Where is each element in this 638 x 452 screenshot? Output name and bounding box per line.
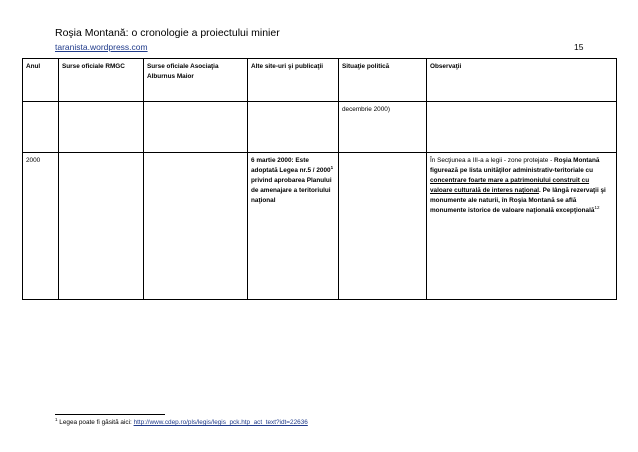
observation-text-underlined: concentrare foarte mare a patrimoniului construit cu valoare culturală de interes naţional xyxy=(430,177,590,194)
table-cell xyxy=(59,153,144,300)
footnote-marker: 1 xyxy=(55,416,58,422)
column-header-rmgc: Surse oficiale RMGC xyxy=(59,59,144,102)
table-cell xyxy=(59,102,144,153)
observation-text-end: . Pe lângă rezervaţii şi monumente ale naturii, în Roşia Montană se află monumente istorice de valoare naţională excepţională xyxy=(430,187,606,214)
table-cell xyxy=(144,153,248,300)
table-cell xyxy=(248,102,339,153)
page-title: Roşia Montană: o cronologie a proiectului minier xyxy=(55,27,280,39)
column-header-politics: Situaţie politică xyxy=(339,59,427,102)
column-header-alburnus: Surse oficiale Asociaţia Alburnus Maior xyxy=(144,59,248,102)
footnote-text: Legea poate fi găsită aici: xyxy=(59,419,134,426)
table-cell xyxy=(144,102,248,153)
footnote xyxy=(55,416,308,426)
footnote-separator xyxy=(55,414,165,415)
year-cell: 2000 xyxy=(23,153,59,300)
law-text-part-2: privind aprobarea Planului de amenajare a teritoriului naţional xyxy=(251,177,332,204)
column-header-other-sites: Alte site-uri şi publicaţii xyxy=(248,59,339,102)
page-number: 15 xyxy=(574,42,584,52)
observations-cell xyxy=(427,153,617,300)
politics-cell: decembrie 2000) xyxy=(339,102,427,153)
footnote-link[interactable]: http://www.cdep.ro/pls/legis/legis_pck.htp_act_text?idt=22636 xyxy=(133,419,308,426)
law-text-part-1: 6 martie 2000: Este adoptată Legea nr.5 / 2000 xyxy=(251,157,331,174)
other-sites-cell xyxy=(248,153,339,300)
table-row xyxy=(23,153,617,300)
footnote-reference[interactable]: 1 xyxy=(330,164,334,170)
table-cell xyxy=(427,102,617,153)
observation-text-intro: În Secţiunea a III-a a legii - zone protejate - xyxy=(430,157,554,164)
site-link[interactable]: taranista.wordpress.com xyxy=(55,42,148,52)
footnote-reference[interactable]: 12 xyxy=(594,204,600,210)
table-row xyxy=(23,102,617,153)
chronology-table xyxy=(22,58,617,300)
table-cell xyxy=(23,102,59,153)
column-header-observations: Observaţii xyxy=(427,59,617,102)
column-header-year: Anul xyxy=(23,59,59,102)
table-header-row xyxy=(23,59,617,102)
observation-text-bold: Roşia Montană figurează pe lista unităţilor administrativ-teritoriale cu xyxy=(430,157,600,174)
table-cell xyxy=(339,153,427,300)
